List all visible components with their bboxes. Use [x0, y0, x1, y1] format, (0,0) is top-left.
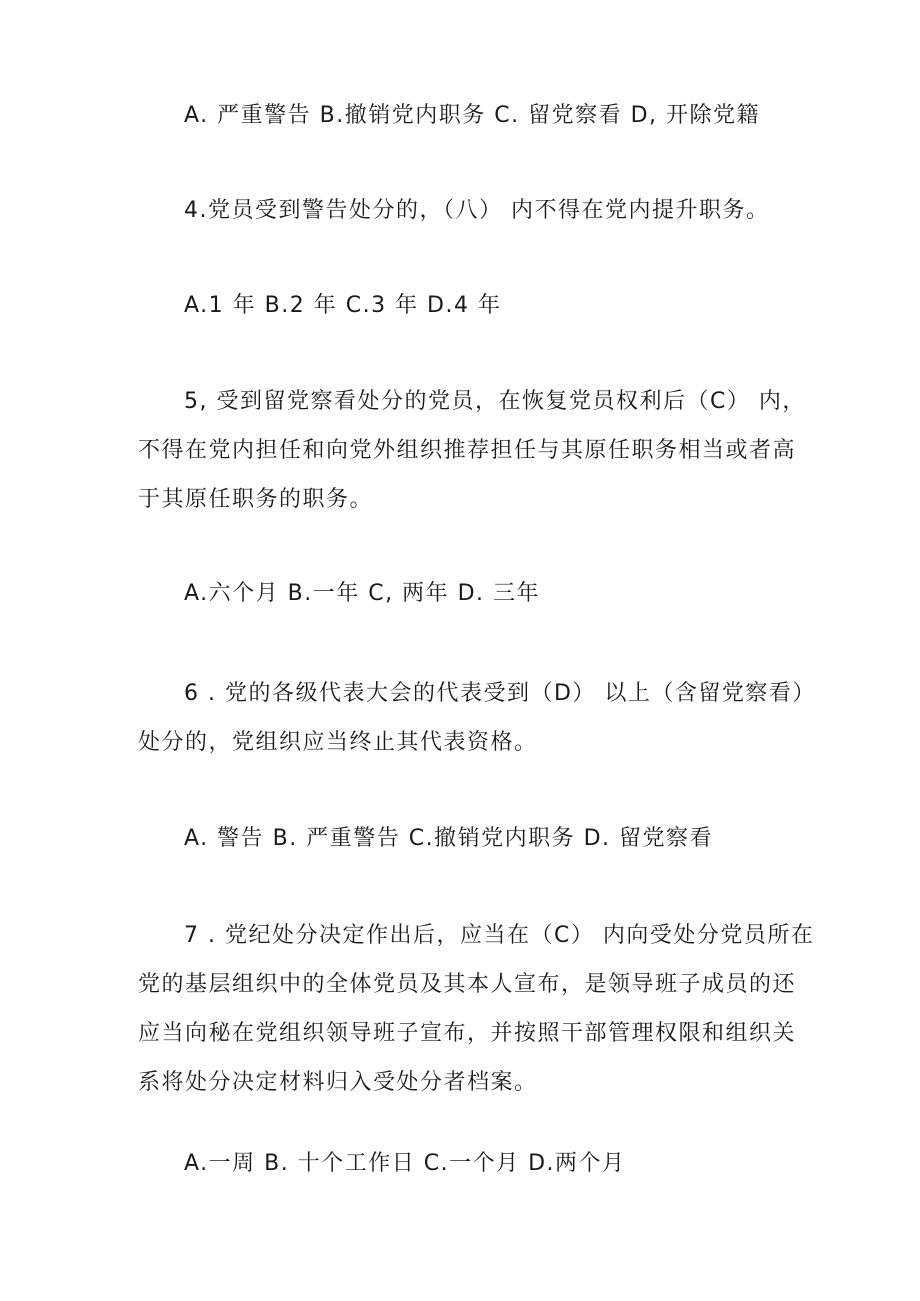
q4-options: A.1 年 B.2 年 C.3 年 D.4 年: [184, 293, 502, 318]
q7-question-line-4: 系将处分决定材料归入受处分者档案。: [138, 1070, 538, 1095]
q6-question-line-2: 处分的，党组织应当终止其代表资格。: [138, 730, 538, 755]
q7-question-line-1: 7 . 党纪处分决定作出后，应当在（C） 内向受处分党员所在: [184, 923, 815, 948]
q3-options: A. 严重警告 B.撤销党内职务 C. 留党察看 D, 开除党籍: [184, 103, 760, 128]
q6-question-line-1: 6 . 党的各级代表大会的代表受到（D） 以上（含留党察看）: [184, 681, 816, 706]
q7-options: A.一周 B. 十个工作日 C.一个月 D.两个月: [184, 1151, 626, 1176]
q5-question-line-1: 5, 受到留党察看处分的党员，在恢复党员权利后（C） 内，: [184, 389, 806, 414]
q5-options: A.六个月 B.一年 C, 两年 D. 三年: [184, 581, 540, 606]
q4-question: 4.党员受到警告处分的，（八） 内不得在党内提升职务。: [184, 198, 770, 223]
q5-question-line-3: 于其原任职务的职务。: [138, 487, 374, 512]
q6-options: A. 警告 B. 严重警告 C.撤销党内职务 D. 留党察看: [184, 826, 713, 851]
q7-question-line-2: 党的基层组织中的全体党员及其本人宣布，是领导班子成员的还: [138, 972, 797, 997]
q7-question-line-3: 应当向秘在党组织领导班子宣布，并按照干部管理权限和组织关: [138, 1021, 797, 1046]
q5-question-line-2: 不得在党内担任和向党外组织推荐担任与其原任职务相当或者高: [138, 438, 797, 463]
